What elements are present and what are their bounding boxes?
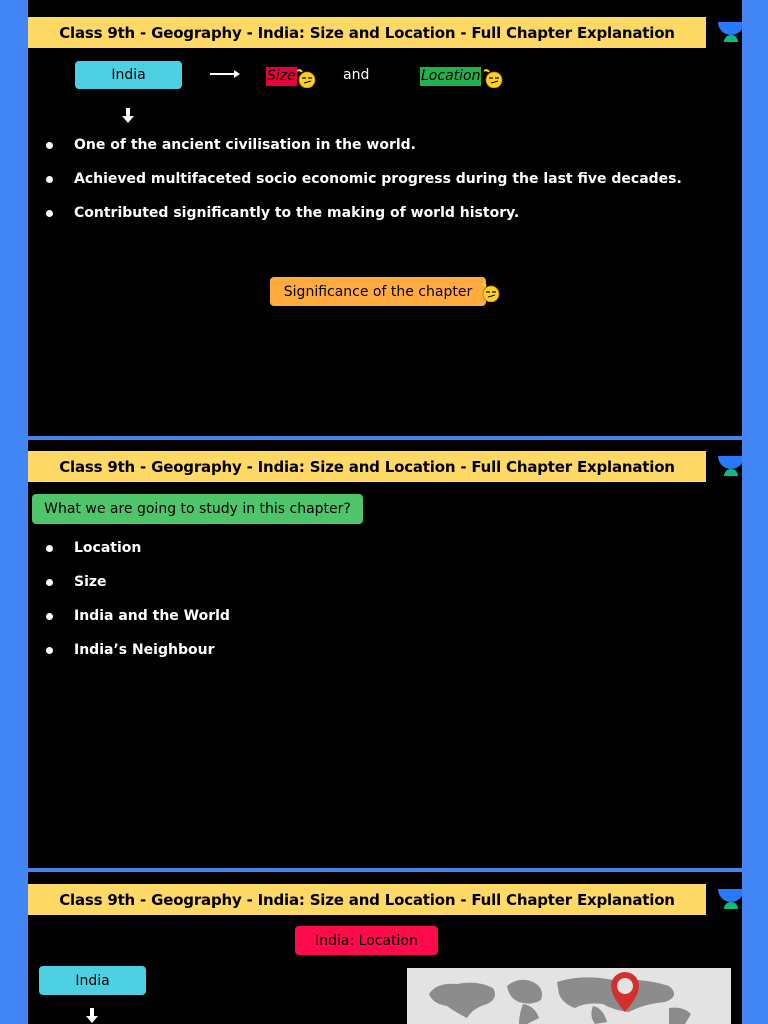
- down-arrow-icon: [122, 108, 134, 124]
- chapter-question-pill: What we are going to study in this chapter?: [32, 494, 363, 524]
- smirk-emoji-icon: [480, 282, 500, 302]
- smirk-emoji-icon: [483, 68, 503, 88]
- slide-1: [28, 0, 742, 436]
- list-item: Achieved multifaceted socio economic progress during the last five decades.: [42, 169, 682, 203]
- significance-pill: Significance of the chapter: [270, 277, 486, 306]
- size-label: Size: [267, 68, 296, 84]
- india-pill: India: [39, 966, 146, 995]
- slide-title-bar: Class 9th - Geography - India: Size and Location - Full Chapter Explanation: [28, 884, 706, 915]
- unacademy-logo-icon: [714, 16, 742, 50]
- list-item: Location: [42, 538, 230, 572]
- right-arrow-icon: [210, 68, 240, 80]
- world-map-image: [407, 968, 731, 1024]
- slide-title-bar: Class 9th - Geography - India: Size and Location - Full Chapter Explanation: [28, 451, 706, 482]
- list-item: Contributed significantly to the making of world history.: [42, 203, 682, 237]
- and-label: and: [343, 67, 370, 83]
- list-item: One of the ancient civilisation in the world.: [42, 135, 682, 169]
- smirk-emoji-icon: [296, 68, 316, 88]
- intro-bullet-list: [42, 135, 682, 237]
- slide-2: [28, 440, 742, 868]
- down-arrow-icon: [86, 1008, 98, 1024]
- list-item: India’s Neighbour: [42, 640, 230, 674]
- slide-title-bar: Class 9th - Geography - India: Size and Location - Full Chapter Explanation: [28, 17, 706, 48]
- list-item: India and the World: [42, 606, 230, 640]
- location-label: Location: [421, 68, 481, 84]
- unacademy-logo-icon: [714, 883, 742, 917]
- india-pill: India: [75, 61, 182, 89]
- list-item: Size: [42, 572, 230, 606]
- topics-list: [42, 538, 230, 674]
- unacademy-logo-icon: [714, 450, 742, 484]
- slide-3: [28, 872, 742, 1024]
- india-location-pill: India: Location: [295, 926, 438, 955]
